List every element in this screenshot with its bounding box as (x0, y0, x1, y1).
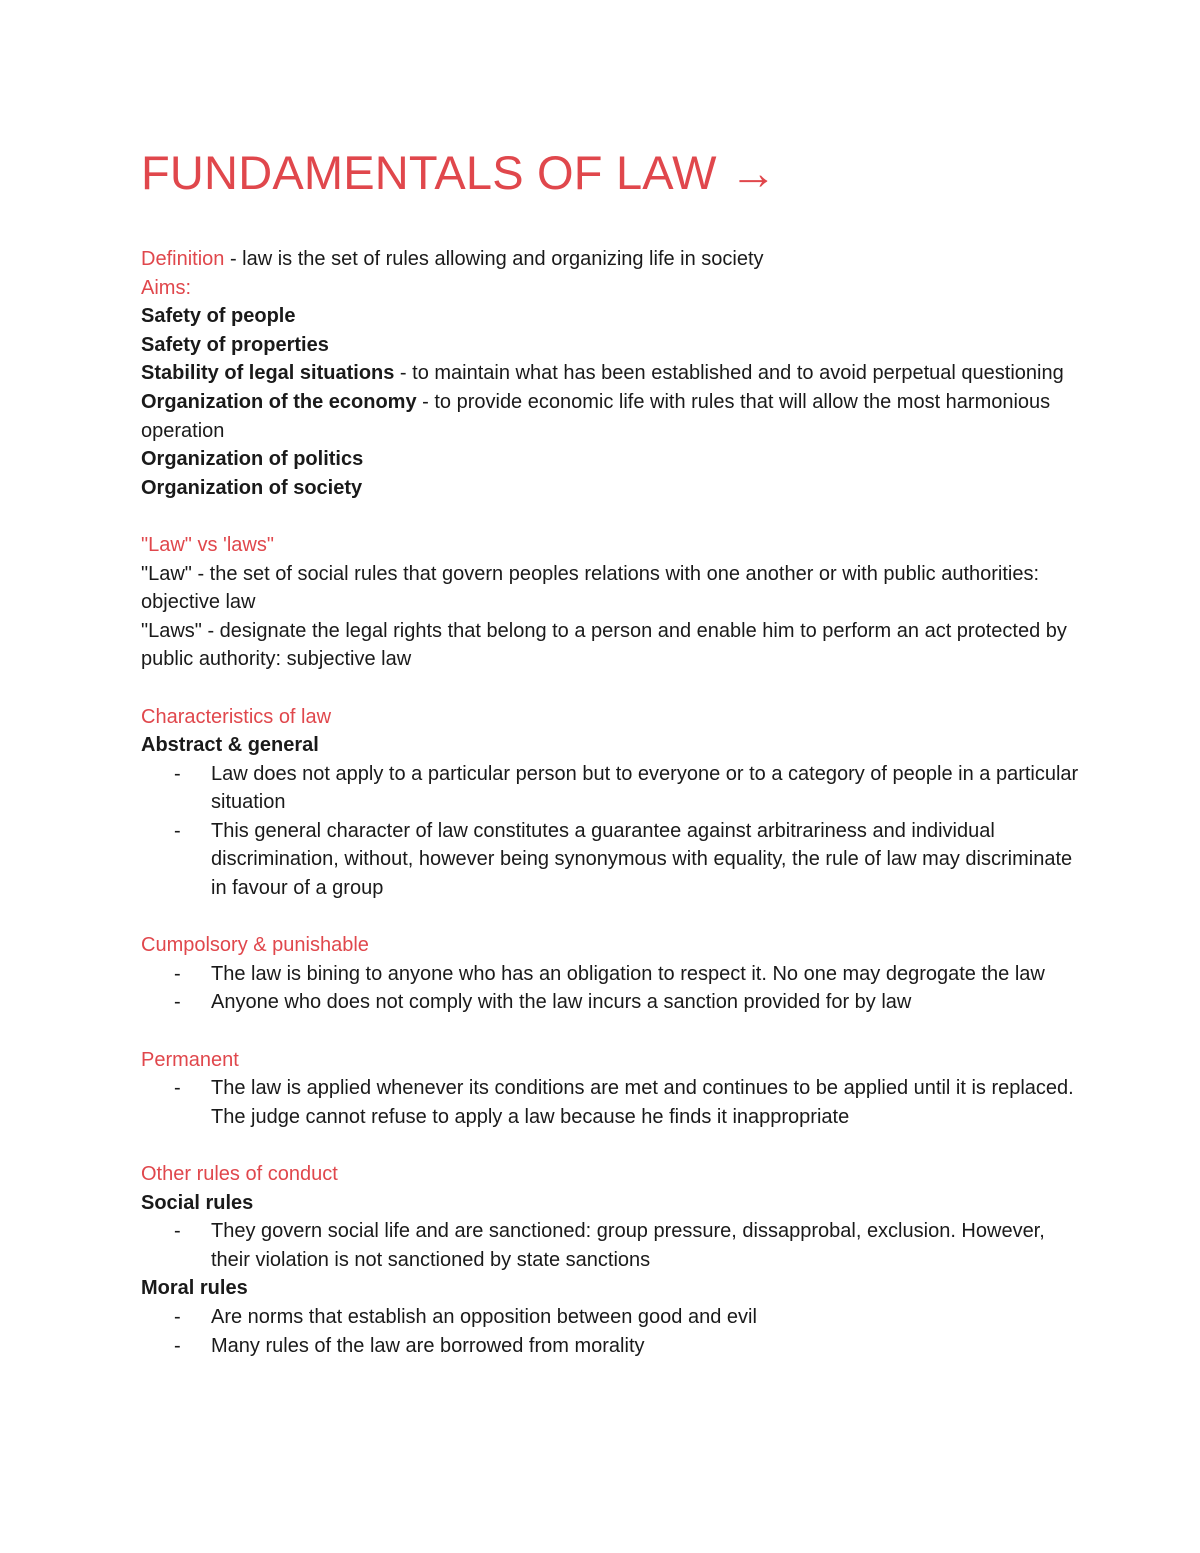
list-item: - Many rules of the law are borrowed from morality (141, 1332, 1081, 1361)
characteristics-list (141, 760, 1081, 903)
aim-item: Organization of the economy - to provide economic life with rules that will allow the most harmonious operation (141, 390, 1051, 442)
subheading-abstract-general: Abstract & general (141, 734, 319, 757)
subheading-social-rules: Social rules (141, 1191, 254, 1214)
social-rules-list (141, 1217, 1081, 1274)
aim-item: Organization of politics (141, 448, 364, 471)
moral-rules-list (141, 1303, 1081, 1360)
aim-item: Safety of properties (141, 333, 329, 356)
spacer (141, 903, 1081, 932)
compulsory-list (141, 960, 1081, 1017)
dash-bullet: - (174, 762, 181, 785)
section-heading-characteristics: Characteristics of law (141, 705, 332, 728)
section-heading-law-vs-laws: "Law" vs 'laws" (141, 533, 274, 556)
section-heading-permanent: Permanent (141, 1048, 239, 1071)
dash-bullet: - (174, 1077, 181, 1100)
document-body (141, 245, 1081, 1360)
aim-item: Safety of people (141, 305, 296, 328)
list-item: - The law is bining to anyone who has an obligation to respect it. No one may degrogate the law (141, 960, 1081, 989)
spacer (141, 674, 1081, 703)
laws-definition: "Laws" - designate the legal rights that belong to a person and enable him to perform an act protected by public authority: subjective law (141, 619, 1067, 671)
list-item: - They govern social life and are sanctioned: group pressure, dissapprobal, exclusion. However, their violation is not sanctioned by state sanctions (141, 1217, 1081, 1274)
section-heading-other-rules: Other rules of conduct (141, 1163, 338, 1185)
aim-item: Organization of society (141, 476, 363, 499)
spacer (141, 502, 1081, 531)
definition-text: - law is the set of rules allowing and organizing life in society (224, 248, 764, 270)
subheading-moral-rules: Moral rules (141, 1277, 248, 1300)
spacer (141, 1017, 1081, 1046)
list-item: - Are norms that establish an opposition between good and evil (141, 1303, 1081, 1332)
aims-label: Aims: (141, 276, 191, 299)
list-item: - Anyone who does not comply with the law incurs a sanction provided for by law (141, 988, 1081, 1017)
definition-line (141, 245, 1081, 274)
spacer (141, 1131, 1081, 1160)
dash-bullet: - (174, 819, 181, 842)
definition-label: Definition (141, 248, 225, 270)
dash-bullet: - (174, 1334, 181, 1357)
dash-bullet: - (174, 1305, 181, 1328)
page-title: FUNDAMENTALS OF LAW → (141, 146, 778, 199)
law-definition: "Law" - the set of social rules that govern peoples relations with one another or with public authorities: objective law (141, 562, 1040, 614)
dash-bullet: - (174, 1220, 181, 1243)
section-heading-compulsory: Cumpolsory & punishable (141, 934, 369, 957)
document-page (141, 140, 1081, 1360)
dash-bullet: - (174, 991, 181, 1014)
permanent-list (141, 1074, 1081, 1131)
list-item: - The law is applied whenever its conditions are met and continues to be applied until it is replaced. The judge cannot refuse to apply a law because he finds it inappropriate (141, 1074, 1081, 1131)
list-item: - This general character of law constitutes a guarantee against arbitrariness and individual discrimination, without, however being synonymous with equality, the rule of law may discriminate in favour of a group (141, 817, 1081, 903)
dash-bullet: - (174, 962, 181, 985)
list-item: - Law does not apply to a particular person but to everyone or to a category of people in a particular situation (141, 760, 1081, 817)
aim-item: Stability of legal situations - to maintain what has been established and to avoid perpetual questioning (141, 362, 1064, 385)
